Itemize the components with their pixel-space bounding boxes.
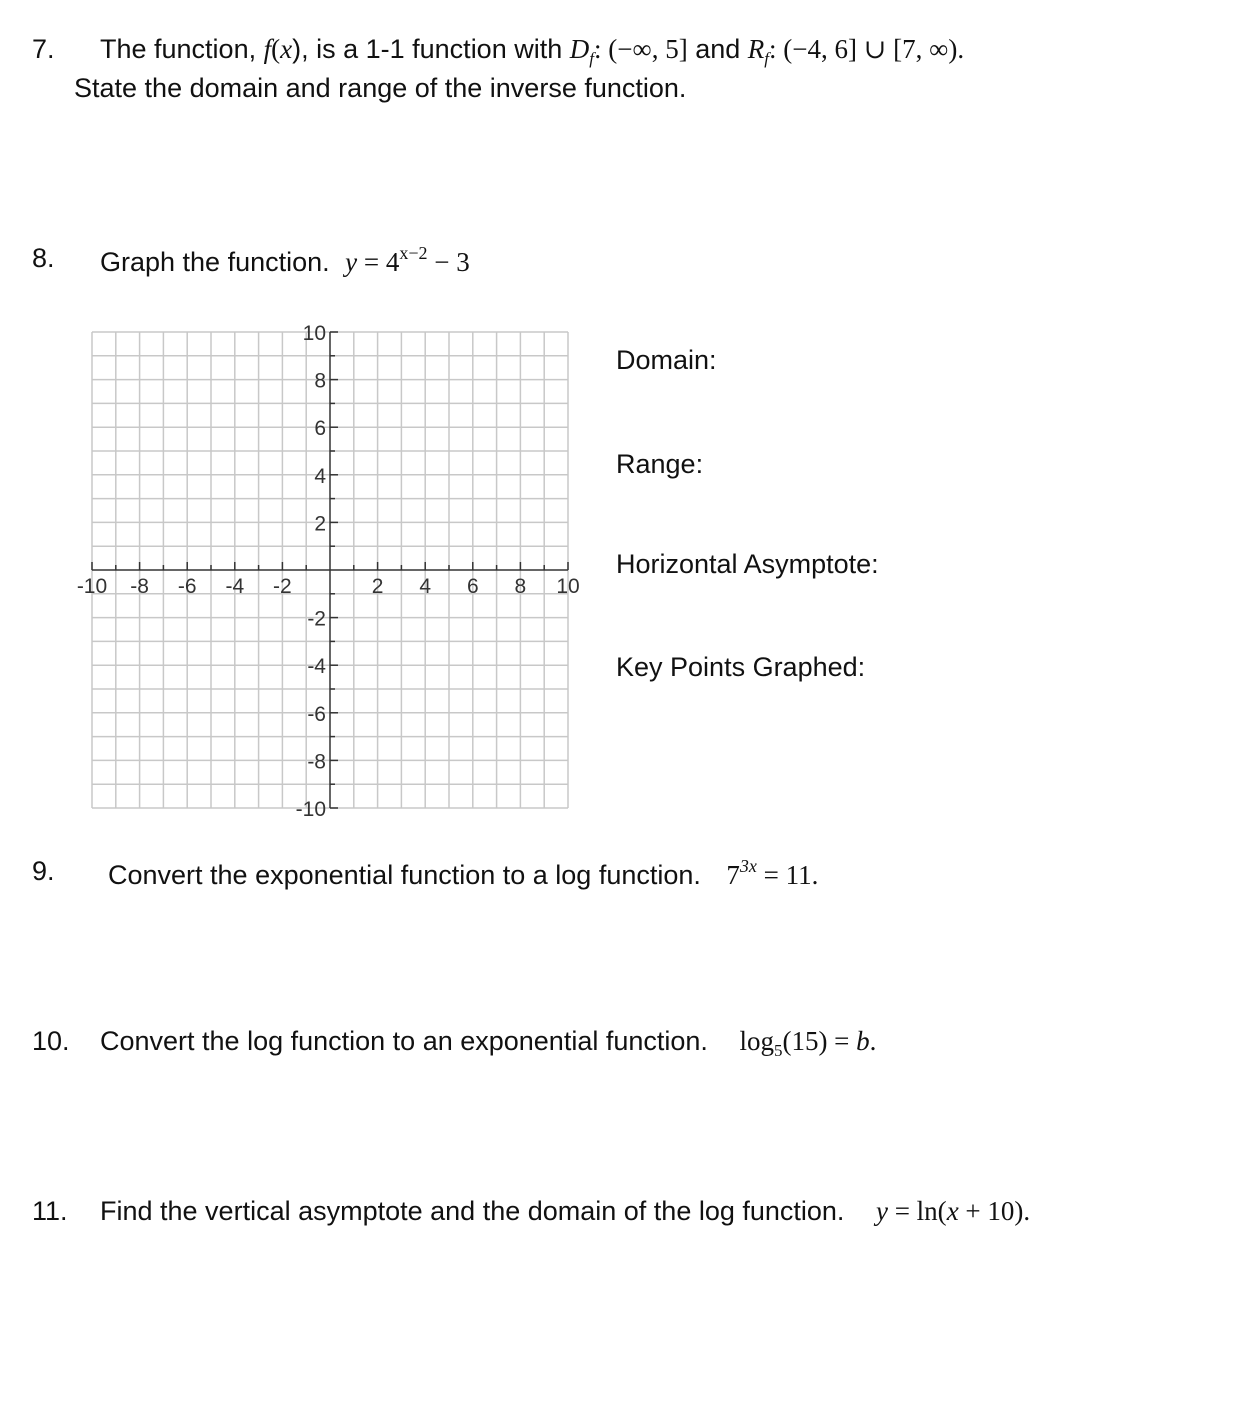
q7-line2: State the domain and range of the inverse function. xyxy=(74,73,687,103)
q11-eq-var: x xyxy=(946,1196,959,1226)
q9-eq-exp: 3x xyxy=(739,856,757,876)
q10-eq-var: b xyxy=(856,1026,870,1056)
y-tick-label: 10 xyxy=(302,322,326,345)
q11-eq-mid: = ln( xyxy=(887,1196,947,1226)
q8-eq-mid: = 4 xyxy=(357,247,400,277)
x-tick-label: 4 xyxy=(419,575,432,598)
q8-eq-exp: x−2 xyxy=(399,243,428,263)
y-tick-label: -10 xyxy=(295,798,326,821)
coordinate-grid xyxy=(70,322,590,822)
q7-domain-sym: D xyxy=(569,34,590,64)
q11-text-line xyxy=(100,1196,1030,1227)
range-label: Range: xyxy=(616,449,704,479)
q7-domain-sub: f xyxy=(589,49,594,68)
q8-eq-tail: − 3 xyxy=(427,247,470,277)
q9-eq-base: 7 xyxy=(726,860,740,890)
x-tick-label: -10 xyxy=(76,575,108,598)
q7-range-sym: R xyxy=(747,34,765,64)
q8-eq-lhs: y xyxy=(345,247,358,277)
q7-and: and xyxy=(687,34,748,64)
y-tick-label: 8 xyxy=(314,369,326,393)
q10-eq-sub: 5 xyxy=(773,1041,783,1060)
q8-text-line xyxy=(100,243,470,278)
q7-text-a: The function, xyxy=(100,34,264,64)
y-tick-label: 6 xyxy=(314,417,326,441)
q8-text: Graph the function. xyxy=(100,247,330,277)
q7-paren-close: ), xyxy=(292,34,309,64)
y-tick-label: -6 xyxy=(307,702,326,726)
q9-text-line xyxy=(108,856,818,891)
q10-eq-log: log xyxy=(739,1026,774,1056)
x-tick-label: -2 xyxy=(273,575,292,598)
q7-number: 7. xyxy=(32,34,55,64)
x-tick-label: 8 xyxy=(514,575,527,598)
asymptote-label: Horizontal Asymptote: xyxy=(616,549,879,579)
y-tick-label: 2 xyxy=(314,512,326,536)
y-tick-label: -4 xyxy=(307,655,326,679)
q11-number: 11. xyxy=(32,1196,68,1226)
x-tick-label: 6 xyxy=(466,575,479,598)
q11-eq-tail: + 10). xyxy=(958,1196,1031,1226)
y-tick-label: -2 xyxy=(307,607,326,631)
q7-x: x xyxy=(280,34,293,64)
q7-domain-val: : (−∞, 5] xyxy=(593,34,688,64)
keypoints-label: Key Points Graphed: xyxy=(616,652,866,682)
y-tick-label: -8 xyxy=(307,750,326,774)
q7-text-b: is a 1-1 function with xyxy=(308,34,570,64)
x-tick-label: -6 xyxy=(177,575,197,598)
q8-number: 8. xyxy=(32,243,55,273)
q7-range-sub: f xyxy=(764,49,769,68)
q10-eq-arg: (15) = xyxy=(782,1026,857,1056)
q7-range-val: : (−4, 6] ∪ [7, ∞). xyxy=(769,34,965,64)
q10-text: Convert the log function to an exponential function. xyxy=(100,1026,708,1056)
q9-text: Convert the exponential function to a log function. xyxy=(108,860,701,890)
q9-number: 9. xyxy=(32,856,55,886)
q11-text: Find the vertical asymptote and the domain of the log function. xyxy=(100,1196,845,1226)
x-tick-label: 10 xyxy=(556,575,580,598)
q9-eq-tail: = 11. xyxy=(756,860,819,890)
x-tick-label: -8 xyxy=(130,575,149,598)
q10-text-line xyxy=(100,1026,876,1061)
q7-f: f xyxy=(263,34,272,64)
domain-label: Domain: xyxy=(616,345,717,375)
x-tick-label: -4 xyxy=(225,575,245,598)
q10-number: 10. xyxy=(32,1026,70,1056)
q7-paren-open: ( xyxy=(271,34,281,64)
y-tick-label: 4 xyxy=(314,464,326,488)
q10-eq-end: . xyxy=(869,1026,877,1056)
q11-eq-lhs: y xyxy=(875,1196,888,1226)
x-tick-label: 2 xyxy=(371,575,384,598)
q7-text xyxy=(100,34,964,69)
